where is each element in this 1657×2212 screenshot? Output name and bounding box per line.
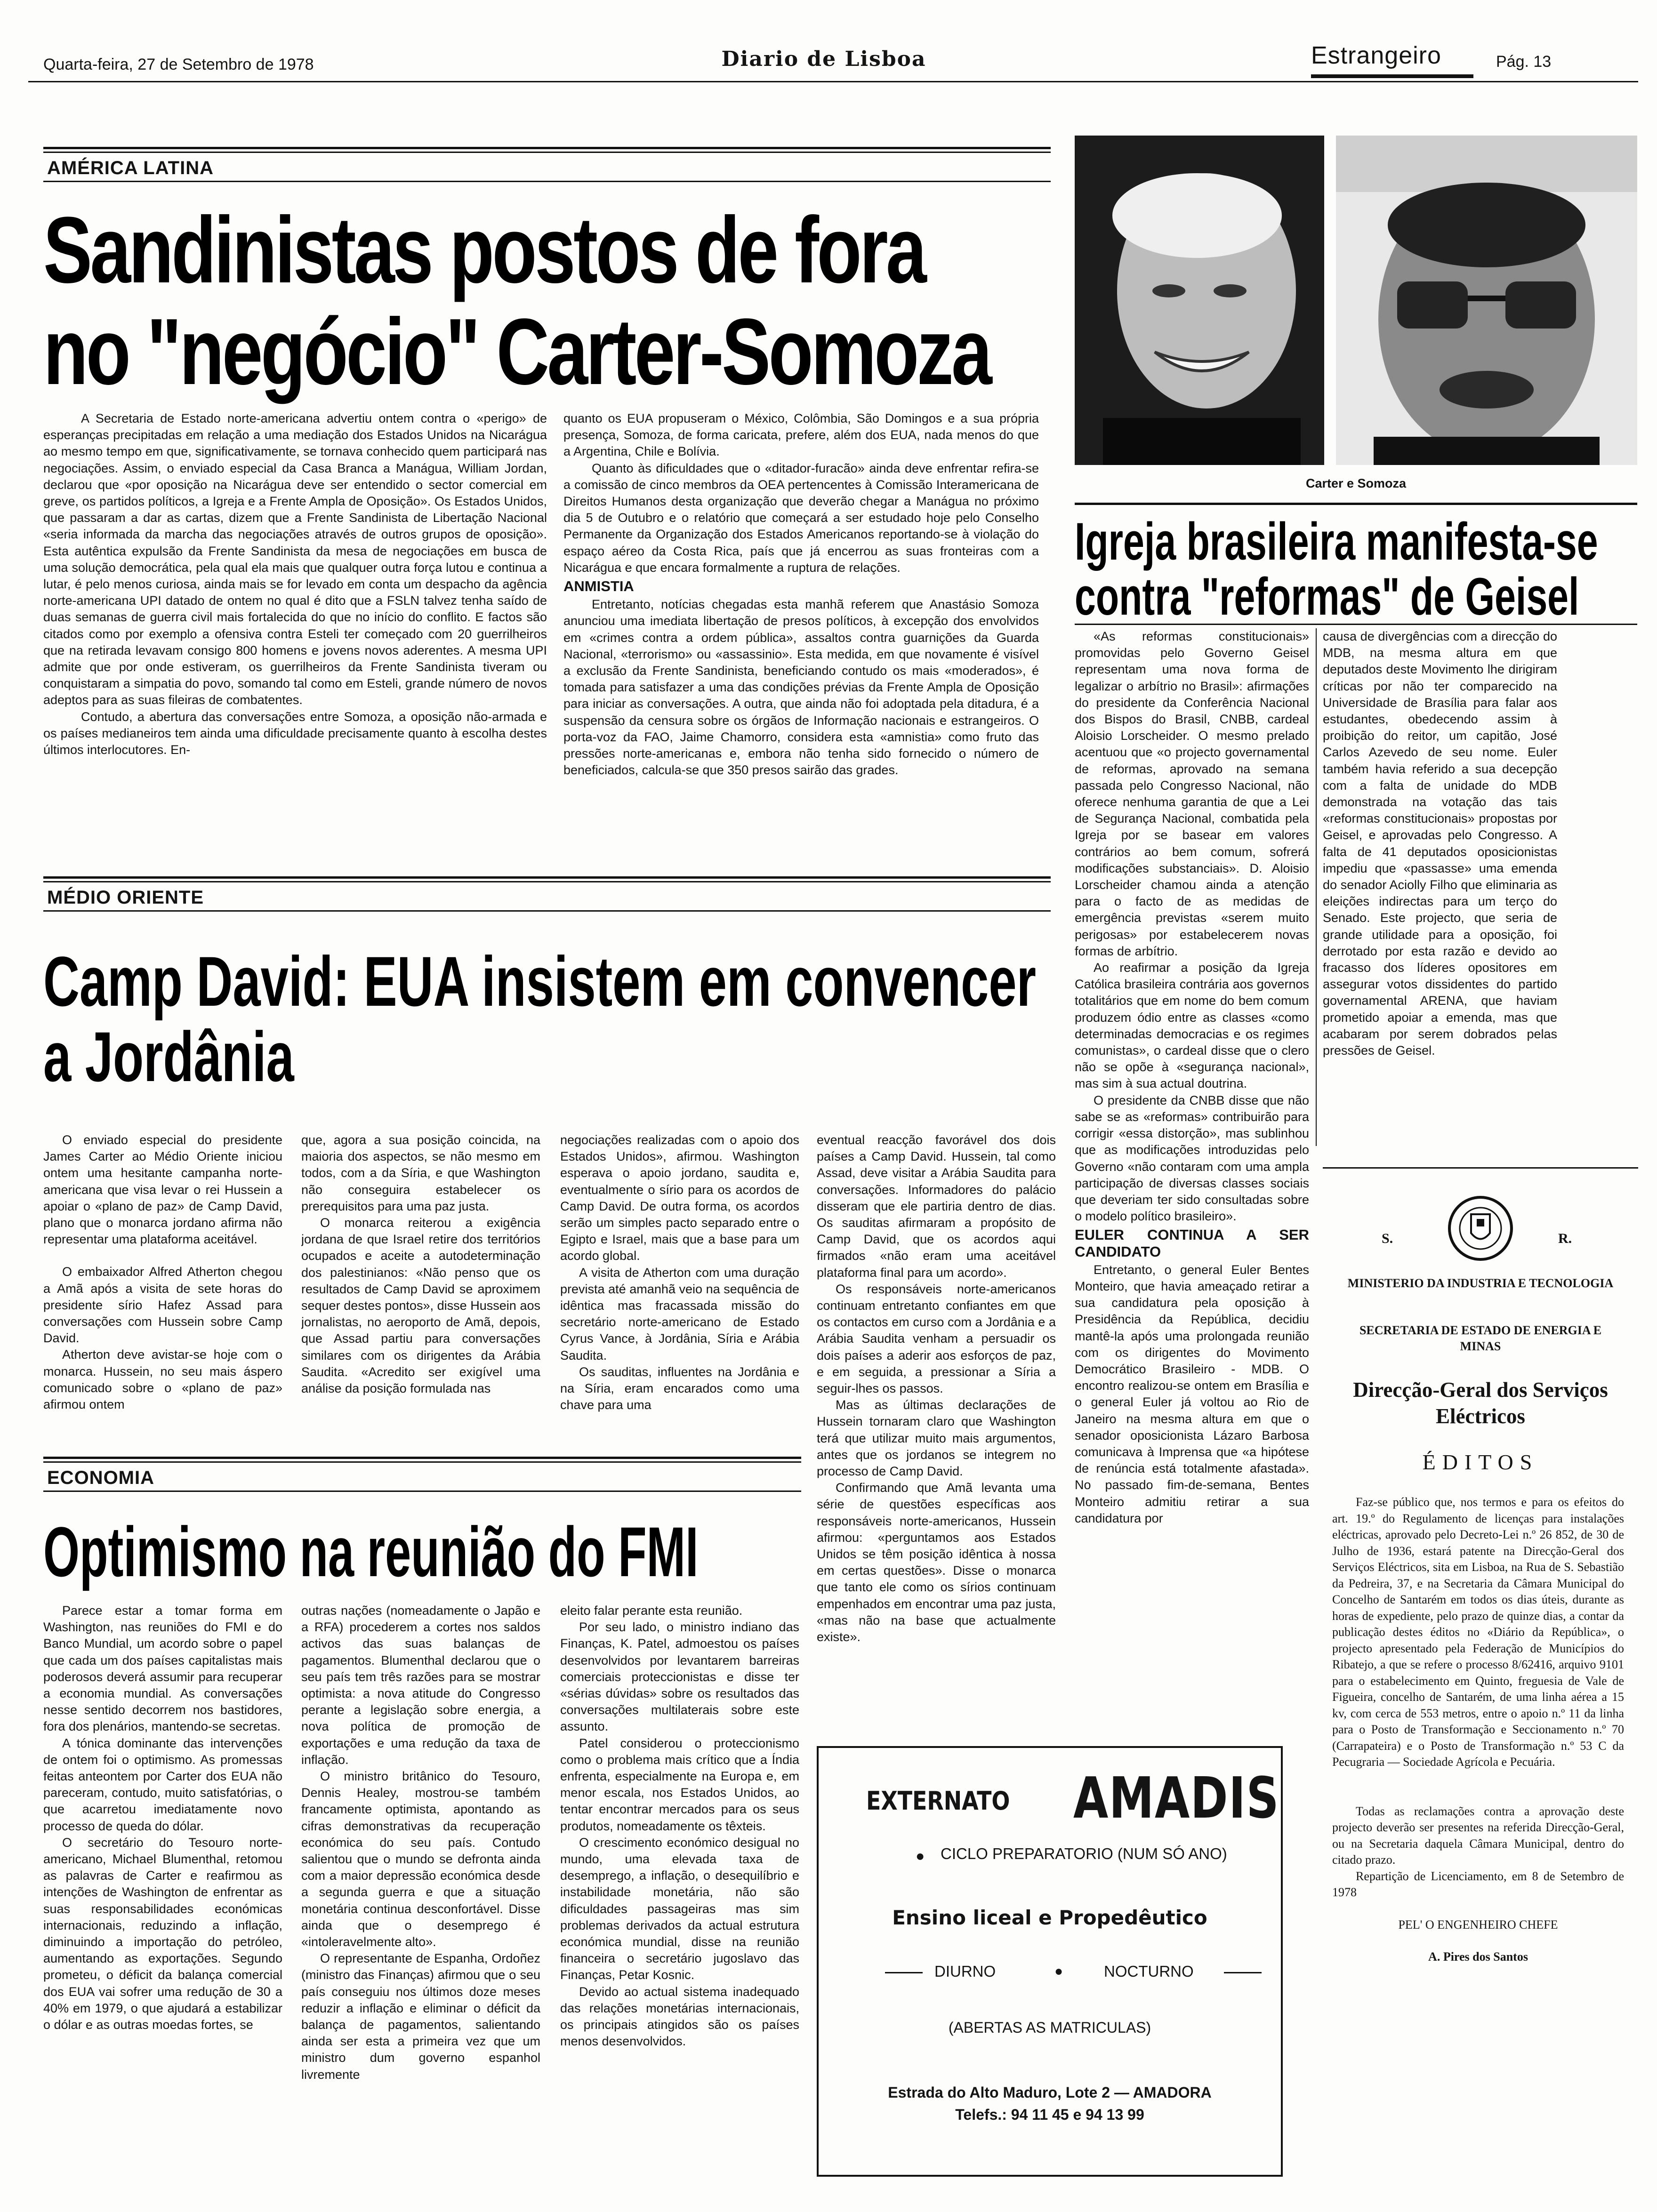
paragraph: O ministro britânico do Tesouro, Dennis Healey, mostrou-se também francamente optimista, apontando as cifras demonstrativas da recuperação económica do seu país. Contudo salientou que o mundo se defronta ainda com a maior depressão económica desde a segunda guerra e que a situação monetária continua desconfortável. Disse ainda que o desemprego é «intoleravelmente alto». [301,1769,540,1949]
article-column [560,1603,799,2181]
paragraph: «As reformas constitucionais» promovidas pelo Governo Geisel representam uma nova forma de legalizar o arbítrio no Brasil»: afirmações do presidente da Conferência Nacional dos Bispos do Brasil, CNBB, cardeal Aloisio Lorscheider. O mesmo prelado acentuou que «o projecto governamental de reformas, aprovado na semana passada pelo Congresso Nacional, não oferece nenhuma garantia de que a Lei de Segurança Nacional, combatida pela Igreja por se basear em valores contrários ao bem comum, sofrerá modificações substanciais». D. Aloisio Lorscheider chamou ainda a atenção para o facto de as medidas de emergência previstas «serem muito perigosas» por estabelecerem novas formas de arbítrio. [1075,629,1309,958]
ad-line: Ensino liceal e Propedêutico [892,1906,1207,1929]
paragraph: causa de divergências com a direcção do MDB, na mesma altura em que deputados deste Movimento lhe dirigiram críticas por não ter comparecido na Universidade de Brasília para falar aos estudantes, obedecendo assim à proibição do reitor, um capitão, José Carlos Azevedo de seu nome. Euler também havia referido a sua decepção com a falta de unidade do MDB demonstrada na votação das tais «reformas constitucionais» propostas por Geisel, e aprovadas pelo Congresso. A falta de 41 deputados oposicionistas impediu que «passasse» uma emenda do senador Aciolly Filho que eliminaria as eleições indirectas para um terço do Senado. Este projecto, que seria de grande utilidade para a oposição, foi derrotado por esta razão e devido ao fracasso dos líderes opositores em assegurar votos dissidentes do partido governamental ARENA, que haviam prometido apoiar a emenda, mas que acabaram por serem dobrados pelas pressões de Geisel. [1323,629,1557,1058]
paragraph: Atherton deve avistar-se hoje com o monarca. Hussein, no seu mais áspero comunicado sobre o «plano de paz» afirmou ontem [43,1347,282,1412]
portrait-somoza-image [1336,136,1637,465]
subhead: ANMISTIA [563,578,634,595]
section-tag: ECONOMIA [47,1467,154,1488]
paragraph: O enviado especial do presidente James Carter ao Médio Oriente iniciou ontem uma hesitante campanha norte-americana que visa levar o rei Hussein a apoiar o «plano de paz» de Camp David, plano que o monarca jordano afirma não representar uma plataforma aceitável. [43,1133,282,1247]
page-date: Quarta-feira, 27 de Setembro de 1978 [43,56,314,73]
notice-editos: ÉDITOS [1422,1450,1539,1474]
paragraph: Patel considerou o proteccionismo como o problema mais crítico que a Índia enfrenta, especialmente na Europa e, em menor escala, nos Estados Unidos, ao tentar encontrar mercados para os seus produtos, nomeadamente os têxteis. [560,1736,799,1833]
ad-line: NOCTURNO [1104,1963,1194,1980]
paragraph: Parece estar a tomar forma em Washington, nas reuniões do FMI e do Banco Mundial, um acordo sobre o papel que cada um dos países capitalistas mais poderosos deverá assumir para recuperar a economia mundial. As conversações nesse sentido decorrem nos bastidores, fora dos plenários, mantendo-se secretas. [43,1603,282,1734]
paragraph: Os sauditas, influentes na Jordânia e na Síria, eram encarados como uma chave para uma [560,1364,799,1412]
paragraph: Os responsáveis norte-americanos continuam entretanto confiantes em que os contactos em curso com a Jordânia e a Arábia Saudita venham a persuadir os dois países a aderir aos esforços de paz, e em seguida, a pressionar a Síria a seguir-lhes os passos. [817,1282,1056,1396]
tag-underline [43,910,1051,912]
paragraph: quanto os EUA propuseram o México, Colômbia, São Domingos e a sua própria presença, Somoza, de forma caricata, prefere, além dos EUA, nada menos do que a Argentina, Chile e Bolívia. [563,411,1039,459]
paragraph: Entretanto, notícias chegadas esta manhã referem que Anastásio Somoza anunciou uma imediata libertação de presos políticos, à excepção dos envolvidos em «crimes contra a ordem pública», assaltos contra guarnições da Guarda Nacional, «terrorismo» ou «assassinio». Esta medida, em que novamente é visível a exclusão da Frente Sandinista, beneficiando contudo os mais «moderados», é tomada para satisfazer a uma das condições prévias da Frente Ampla de Oposição para iniciar as conversações. A outra, que ainda não foi adoptada pela ditadura, é a suspensão da censura sobre os órgãos de Informação nacionais e estrangeiros. O porta-voz da FAO, Jaime Chamorro, considera esta «amnistia» como fruto das pressões norte-americanas e, embora não tenha sido fornecido o número de beneficiados, calcula-se que 350 presos sairão das grades. [563,597,1039,777]
subhead: EULER CONTINUA A SER CANDIDATO [1075,1226,1309,1260]
headline: a Jordânia [43,1017,294,1096]
ad-dash [885,1972,923,1973]
headline: no "negócio" Carter-Somoza [43,299,990,404]
headline: contra "reformas" de Geisel [1075,567,1579,626]
article-column [301,1603,540,2181]
headline-underline [1075,624,1637,625]
paragraph: O embaixador Alfred Atherton chegou a Amã após a visita de sete horas do presidente sírio Hafez Assad para conversações com Hussein sobre Camp David. [43,1265,282,1346]
bullet-icon: ● [916,1847,925,1864]
notice-secretaria: SECRETARIA DE ESTADO DE ENERGIA E MINAS [1359,1323,1602,1353]
notice-signer: A. Pires dos Santos [1428,1950,1528,1964]
header-rule [28,81,1638,82]
headline: Optimismo na reunião do FMI [43,1512,699,1591]
tag-underline [43,1491,801,1492]
ad-address: Estrada do Alto Maduro, Lote 2 — AMADORA [888,2084,1212,2101]
section-rule [43,1457,801,1463]
portrait-carter-image [1075,136,1324,465]
article-column [301,1132,540,1475]
coat-of-arms-icon [1443,1193,1518,1264]
paragraph: Entretanto, o general Euler Bentes Monteiro, que havia ameaçado retirar a sua candidatura pela oposição à Presidência da República, decidiu mantê-la após uma prolongada reunião com os dirigentes do Movimento Democrático Brasileiro - MDB. O encontro realizou-se ontem em Brasília e o general Euler já voltou ao Rio de Janeiro na mesma altura em que o senador oposicionista Lázaro Barbosa comunicava à Imprensa que «a hipótese de renúncia está totalmente afastada». No passado fim-de-semana, Bentes Monteiro admitiu retirar a sua candidatura por [1075,1262,1309,1525]
paragraph: Contudo, a abertura das conversações entre Somoza, a oposição não-armada e os países medianeiros tem ainda uma dificuldade precisamente quanto à escolha destes últimos interlocutores. En- [43,709,547,757]
photo-caption: Carter e Somoza [1305,476,1407,490]
notice-ministry: MINISTERIO DA INDUSTRIA E TECNOLOGIA [1347,1276,1614,1290]
paragraph: A Secretaria de Estado norte-americana advertiu ontem contra o «perigo» de esperanças precipitadas em relação a uma mediação dos Estados Unidos na Nicarágua ao mesmo tempo em que, significativamente, se tornava conhecido quem participará nas negociações. Assim, o enviado especial da Casa Branca a Manágua, William Jordan, declarou que «por oposição na Nicarágua deve ser entendido o sector comercial em greve, os partidos políticos, a Igreja e a Frente Ampla de Oposição». Os Estados Unidos, que passaram a dar as cartas, dizem que a Frente Sandinista de Libertação Nacional «seria informada da marcha das negociações através de outros grupos de oposição». Esta autêntica expulsão da Frente Sandinista da mesa de negociações em busca de uma solução democrática, pela qual ela mais que qualquer outra força lutou e continua a lutar, é pelo menos curiosa, ainda mais se for levado em conta um despacho da agência norte-americana UPI datado de ontem no qual é dito que a FSLN talvez tenha saído de duas semanas de guerra civil mais fortalecida do que no início do conflito. E factos são citados como por exemplo a ofensiva contra Esteli ter começado com 20 guerrilheiros que na retirada levavam consigo 800 homens e jovens novos aderentes. A mesma UPI admite que por onde estiveram, os guerrilheiros da Frente Sandinista tiveram ou conquistaram a simpatia do povo, somando tal como em Esteli, grande número de novos adeptos para as suas fileiras de combatentes. [43,411,547,707]
paragraph: A tónica dominante das intervenções de ontem foi o optimismo. As promessas feitas anteontem por Carter dos EUA não pareceram, contudo, muito satisfatórias, o que acarretou imediatamente novo processo de queda do dólar. [43,1736,282,1833]
section-tag: AMÉRICA LATINA [47,158,214,178]
paragraph: Faz-se público que, nos termos e para os efeitos do art. 19.º do Regulamento de licenças para instalações eléctricas, aprovado pelo Decreto-Lei n.º 26 852, de 30 de Julho de 1936, estará patente na Direcção-Geral dos Serviços Eléctricos, sita em Lisboa, na Rua de S. Sebastião da Pedreira, 37, e na Secretaria da Câmara Municipal do Concelho de Santarém em todos os dias úteis, durante as horas de expediente, pelo prazo de quinze dias, a contar da publicação destes éditos no «Diário da República», o projecto apresentado pela Federação de Municípios do Ribatejo, a que se refere o processo 8/62416, arquivo 9101 para o estabelecimento em Quinto, freguesia de Vale de Figueira, concelho de Santarém, de uma linha aérea a 15 kv, com cerca de 553 metros, entre o apoio n.º 11 da linha para o Posto de Transformação e Seccionamento n.º 70 (Carrapateira) e o Posto de Transformação n.º 53 C da Pecugraria — Sociedade Agrícola e Pecuária. [1332,1495,1624,1769]
paragraph: O monarca reiterou a exigência jordana de que Israel retire dos territórios ocupados e aceite a autodeterminação dos palestinianos: «Não penso que os resultados de Camp David se aproximem sequer destes pontos», disse Hussein aos jornalistas, no aeroporto de Amã, depois, que Assad partiu para conversações similares com os dirigentes da Arábia Saudita. «Acredito ser exigível uma análise da posição formulada nas [301,1216,540,1396]
paragraph: eventual reacção favorável dos dois países a Camp David. Hussein, tal como Assad, deve visitar a Arábia Saudita para conversações. Informadores do palácio disseram que ele partiria dentro de dias. Os sauditas afirmaram a propósito de Camp David, que os acordos aqui firmados «não eram uma aceitável plataforma final para um acordo». [817,1133,1056,1280]
article-column [43,1132,282,1475]
column-divider [1316,628,1317,1146]
ad-line: CICLO PREPARATORIO (NUM SÓ ANO) [941,1845,1227,1862]
tag-underline [43,181,1051,182]
paragraph: Todas as reclamações contra a aprovação deste projecto deverão ser presentes na referida Direcção-Geral, ou na Secretaria daquela Câmara Municipal, dentro do citado prazo. [1332,1804,1624,1867]
section-bar [1311,74,1473,78]
headline: Sandinistas postos de fora [43,198,925,303]
masthead: Diario de Lisboa [721,47,926,71]
section-tag: MÉDIO ORIENTE [47,887,204,908]
section-rule [43,876,1051,882]
notice-signoff: PEL' O ENGENHEIRO CHEFE [1398,1917,1558,1931]
article-column [43,410,547,850]
paragraph: Ao reafirmar a posição da Igreja Católica brasileira contrária aos governos totalitários que em nome do bem comum produzem ódio entre as classes «como determinadas democracias e os regimes comunistas», o cardeal disse que o clero não se opõe à «segurança nacional», mas sim à sua actual doutrina. [1075,961,1309,1091]
section-rule [1075,503,1637,505]
headline: Camp David: EUA insistem em convencer [43,942,1036,1021]
notice-sr-s: S. [1382,1231,1393,1246]
article-column [1323,628,1557,1151]
notice-rule [1323,1167,1638,1169]
ad-phone: Telefs.: 94 11 45 e 94 13 99 [955,2106,1144,2123]
ad-line: (ABERTAS AS MATRICULAS) [948,2019,1151,2036]
headline: Igreja brasileira manifesta-se [1075,512,1598,571]
page-number: Pág. 13 [1496,53,1552,71]
paragraph: O secretário do Tesouro norte-americano, Michael Blumenthal, retomou as palavras de Carter e reafirmou as intenções de Washington de enfrentar as suas responsabilidades económicas internacionais, reduzindo a inflação, diminuindo a importação do petróleo, aumentando as exportações. Segundo prometeu, o déficit da balança comercial dos EUA vai sofrer uma redução de 30 a 40% em 1979, o que ajudará a estabilizar o dólar e as outras moedas fortes, se [43,1835,282,2032]
paragraph: Repartição de Licenciamento, em 8 de Setembro de 1978 [1332,1869,1624,1899]
paragraph: O presidente da CNBB disse que não sabe se as «reformas» contribuirão para corrigir «essa distorção», mas sublinhou que as modificações introduzidas pelo Governo «não contaram com uma ampla participação de diversas classes sociais que deveriam ter sido consultadas sobre o modelo político brasileiro». [1075,1093,1309,1224]
paragraph: Confirmando que Amã levanta uma série de questões específicas aos responsáveis norte-americanos, Hussein afirmou: «perguntamos aos Estados Unidos se têm posição idêntica à nossa em certas questões». Disse o monarca que tanto ele como os sírios continuam empenhados em encontrar uma paz justa, «mas não na base que actualmente existe». [817,1481,1056,1644]
bullet-icon: ● [1054,1964,1063,1979]
ad-dash [1224,1972,1262,1973]
photo-carter [1075,136,1324,465]
section-name: Estrangeiro [1311,42,1441,69]
ad-prefix: EXTERNATO [866,1786,1010,1816]
paragraph: Mas as últimas declarações de Hussein tornaram claro que Washington terá que utilizar muito mais argumentos, antes que os jordanos se integrem no processo de Camp David. [817,1398,1056,1479]
paragraph: negociações realizadas com o apoio dos Estados Unidos», afirmou. Washington esperava o apoio jordano, saudita e, eventualmente o sírio para os acordos de Camp David. De outra forma, os acordos serão um simples pacto separado entre o Egipto e Israel, mais que a base para um acordo global. [560,1133,799,1263]
paragraph: Quanto às dificuldades que o «ditador-furacão» ainda deve enfrentar refira-se a comissão de cinco membros da OEA pertencentes à Comissão Interamericana de Direitos Humanos desta organização que deverão chegar a Manágua no próximo dia 5 de Outubro e o relatório que começará a ser estudado hoje pelo Conselho Permanente da Organização dos Estados Americanos reportando-se à violação do espaço aéreo da Costa Rica, país que já encerrou as suas fronteiras com a Nicarágua e que encara formalmente a ruptura de relações. [563,461,1039,575]
article-column [817,1132,1056,1803]
notice-direccao: Direcção-Geral dos Serviços Eléctricos [1353,1378,1608,1428]
article-column [560,1132,799,1475]
paragraph: eleito falar perante esta reunião. [560,1603,743,1618]
paragraph: O crescimento económico desigual no mundo, uma elevada taxa de desemprego, a inflação, o desequilíbrio e instabilidade monetária, não são dificuldades passageiras mas sim problemas derivados da actual estrutura económica mundial, disse na reunião financeira o secretário jugoslavo das Finanças, Petar Kosnic. [560,1835,799,1982]
photo-somoza [1336,136,1637,465]
paragraph: que, agora a sua posição coincida, na maioria dos aspectos, se não mesmo em todos, com a da Síria, e que Washington não conseguira estabelecer os prerequisitos para uma paz justa. [301,1133,540,1213]
notice-text [1332,1494,1624,2144]
paragraph: A visita de Atherton com uma duração prevista até amanhã veio na sequência de idêntica mas fracassada missão do secretário norte-americano de Estado Cyrus Vance, à Jordânia, Síria e Arábia Saudita. [560,1265,799,1362]
article-column [1075,628,1309,1711]
ad-name: AMADIS [1073,1766,1280,1831]
section-rule [43,147,1051,153]
article-column [563,410,1039,850]
paragraph: outras nações (nomeadamente o Japão e a RFA) procederem a cortes nos saldos activos das suas balanças de pagamentos. Blumenthal declarou que o seu país tem três razões para se mostrar optimista: a nova atitude do Congresso perante a legislação sobre energia, a nova política de promoção de exportações e uma redução da taxa de inflação. [301,1603,540,1767]
notice-sr-r: R. [1558,1231,1572,1246]
ad-line: DIURNO [934,1963,996,1980]
paragraph: O representante de Espanha, Ordoñez (ministro das Finanças) afirmou que o seu país conseguiu nos últimos doze meses reduzir a inflação e eliminar o déficit da balança de pagamentos, salientando ainda ser esta a primeira vez que um ministro dum governo espanhol livremente [301,1951,540,2082]
article-column [43,1603,282,2181]
paragraph: Devido ao actual sistema inadequado das relações monetárias internacionais, os principais atingidos são os países menos desenvolvidos. [560,1984,799,2049]
paragraph: Por seu lado, o ministro indiano das Finanças, K. Patel, admoestou os países desenvolvidos por levantarem barreiras comerciais proteccionistas e disse ter «sérias dúvidas» sobre os resultados das conversações multilaterais sobre este assunto. [560,1620,799,1734]
